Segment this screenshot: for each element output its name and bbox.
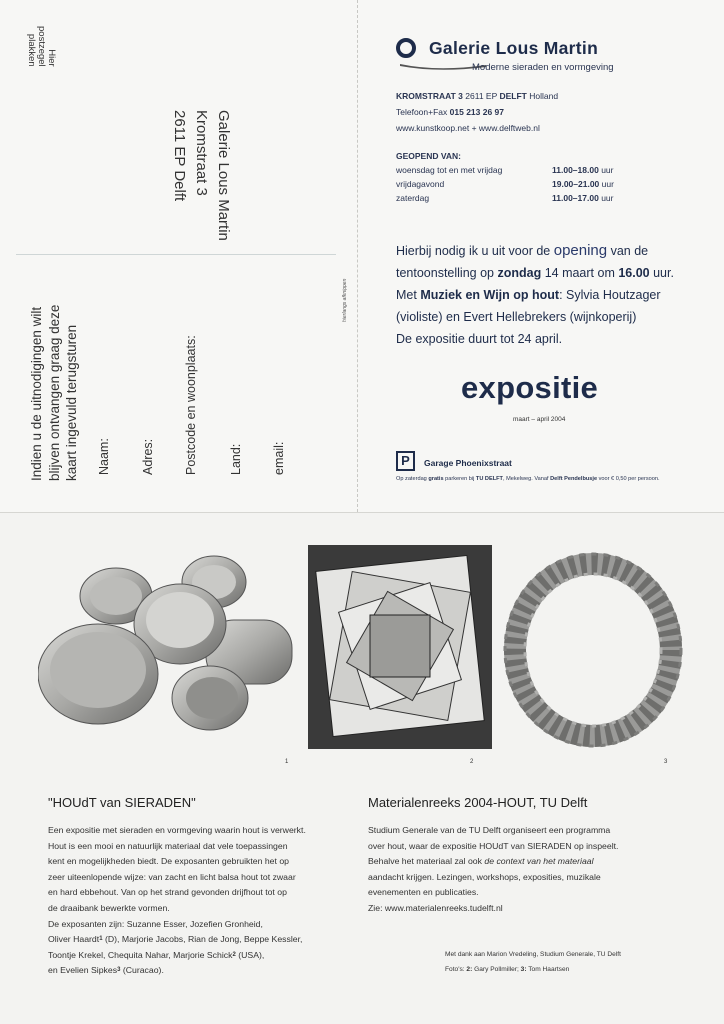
form-field-country[interactable]: Land: — [229, 443, 243, 475]
time: 11.00–18.00 — [552, 165, 599, 175]
text: Tom Haartsen — [526, 966, 570, 973]
article-line: De exposanten zijn: Suzanne Esser, Jozefien Gronheid, — [48, 918, 263, 929]
gallery-tagline: Moderne sieraden en vormgeving — [472, 62, 614, 73]
text: Met — [396, 288, 421, 302]
article-line: Studium Generale van de TU Delft organiseert een programma — [368, 825, 611, 835]
text-bold: gratis — [428, 476, 444, 482]
text: uur. — [649, 266, 674, 280]
text-bold: Delft Pendelbusje — [550, 476, 598, 482]
article-line — [48, 932, 306, 948]
text-italic: de context van het materiaal — [484, 856, 594, 867]
left-article-heading: "HOUdT van SIERADEN" — [48, 795, 196, 810]
text: , Mekelweg. Vanaf — [502, 476, 551, 482]
recipient-city: 2611 EP Delft — [171, 110, 188, 202]
recipient-street: Kromstraat 3 — [193, 110, 210, 196]
hours-row — [396, 179, 636, 189]
form-field-postcode[interactable]: Postcode en woonplaats: — [184, 335, 198, 475]
time: 16.00 — [618, 266, 650, 280]
text: voor € 0,50 per persoon. — [597, 476, 660, 482]
article-link[interactable]: Zie: www.materialenreeks.tudelft.nl — [368, 902, 503, 913]
photo-credits — [445, 962, 621, 977]
cut-label: hierlangs afknippen — [342, 278, 348, 322]
hours-time — [552, 193, 613, 203]
invitation-text — [396, 240, 716, 350]
unit: uur — [601, 165, 614, 175]
text-bold: 3: — [520, 966, 527, 973]
footnote: 2 — [232, 951, 236, 958]
article-line: Hout is een mooi en natuurlijk materiaal dat vele toepassingen — [48, 840, 288, 851]
cut-line-vertical — [357, 0, 358, 512]
gallery-name: Galerie Lous Martin — [429, 38, 599, 58]
hours-day: woensdag tot en met vrijdag — [396, 165, 503, 175]
invite-line — [396, 284, 716, 306]
article-line: over hout, waar de expositie HOUdT van SIERADEN op inspeelt. — [368, 840, 619, 851]
time: 11.00–17.00 — [552, 193, 599, 203]
photo-caption: 1 — [285, 759, 289, 765]
text: Behalve het materiaal zal ook — [368, 856, 485, 867]
text-bold: TU DELFT — [475, 476, 503, 482]
intro-line: blijven ontvangen graag deze — [46, 304, 62, 481]
invite-line — [396, 262, 716, 284]
gallery-websites[interactable]: www.kunstkoop.net + www.delftweb.nl — [396, 123, 540, 133]
day: zondag — [497, 266, 542, 280]
text: en Evelien Sipkes — [48, 965, 118, 976]
form-field-email[interactable]: email: — [272, 441, 286, 475]
article-line: evenementen en publicaties. — [368, 887, 479, 898]
photo-wooden-rings — [38, 548, 300, 738]
photo-nested-squares — [308, 545, 492, 749]
right-article-heading: Materialenreeks 2004-HOUT, TU Delft — [368, 795, 588, 810]
article-line: de draaibank bewerkte vormen. — [48, 902, 170, 913]
invite-line: De expositie duurt tot 24 april. — [396, 332, 563, 346]
hours-day: vrijdagavond — [396, 179, 445, 189]
text: Oliver Haardt — [48, 934, 100, 945]
article-line — [368, 854, 618, 870]
text: (Curacao). — [120, 965, 164, 976]
text: Gary Pollmiller; — [472, 966, 521, 973]
invite-line — [396, 240, 716, 262]
credits — [445, 947, 621, 977]
hours-time — [552, 179, 614, 189]
recipient-name: Galerie Lous Martin — [215, 110, 232, 241]
stamp-line: Hier — [46, 49, 57, 67]
article-line: aandacht krijgen. Lezingen, workshops, exposities, muzikale — [368, 871, 601, 882]
text: : Sylvia Houtzager — [559, 288, 661, 302]
article-line: Een expositie met sieraden en vormgeving waarin hout is verwerkt. — [48, 825, 306, 835]
time: 19.00–21.00 — [552, 179, 600, 189]
hours-row — [396, 165, 636, 175]
hours-time — [552, 165, 613, 175]
postcode: 2611 EP — [465, 91, 498, 101]
exhibition-title: expositie — [461, 370, 599, 405]
exhibition-dates: maart – april 2004 — [513, 416, 566, 423]
hours-row — [396, 193, 636, 203]
right-article-body — [368, 823, 618, 917]
photo-caption: 2 — [470, 759, 474, 765]
parking-icon: P — [396, 451, 415, 471]
stamp-area — [26, 26, 56, 67]
article-line — [48, 963, 306, 979]
music: Muziek en Wijn op hout — [420, 288, 560, 302]
street: KROMSTRAAT 3 — [396, 91, 463, 101]
unit: uur — [601, 193, 614, 203]
text: (D), Marjorie Jacobs, Rian de Jong, Beppe Kessler, — [102, 934, 303, 945]
form-divider-line — [16, 254, 336, 255]
stamp-line: plakken — [26, 33, 37, 67]
text: (USA), — [235, 949, 265, 960]
article-line: kent en mogelijkheden biedt. De exposanten gebruikten het op — [48, 856, 290, 867]
hours-day: zaterdag — [396, 193, 430, 203]
phone-label: Telefoon+Fax — [396, 107, 448, 117]
text: tentoonstelling op — [396, 266, 498, 280]
phone-number: 015 213 26 97 — [449, 107, 505, 117]
recipient-address — [168, 110, 234, 241]
article-line — [48, 948, 306, 964]
intro-line: Indien u de uitnodigingen wilt — [29, 306, 44, 481]
intro-line: kaart ingevuld terugsturen — [64, 324, 79, 481]
parking-note — [396, 476, 660, 482]
country: Holland — [529, 91, 559, 101]
footnote: 3 — [117, 967, 121, 974]
text: Foto's: — [445, 966, 467, 973]
garage-name: Garage Phoenixstraat — [424, 458, 512, 468]
text: Hierbij nodig ik u uit voor de — [396, 244, 554, 258]
text: parkeren bij — [443, 476, 476, 482]
text-bold: 2: — [466, 966, 473, 973]
city: DELFT — [499, 91, 527, 101]
article-line: en hard ebbehout. Van op het strand gevonden drijfhout tot op — [48, 887, 287, 898]
thanks-line: Met dank aan Marion Vredeling, Studium Generale, TU Delft — [445, 951, 621, 958]
text: Toontje Krekel, Chequita Nahar, Marjorie Schick — [48, 949, 233, 960]
form-field-address[interactable]: Adres: — [141, 438, 155, 475]
gallery-phone — [396, 107, 504, 117]
gallery-address — [396, 91, 558, 101]
text: 14 maart om — [541, 266, 619, 280]
left-article-body — [48, 823, 306, 979]
return-form-intro — [28, 305, 81, 481]
article-line: zeer uiteenlopende wijze: van zacht en licht balsa hout tot zwaar — [48, 871, 296, 882]
hours-heading: GEOPEND VAN: — [396, 151, 462, 161]
text: Op zaterdag — [396, 476, 429, 482]
gallery-logo-icon — [396, 38, 416, 58]
form-field-name[interactable]: Naam: — [97, 438, 111, 475]
footnote: 1 — [99, 936, 103, 943]
photo-necklace — [502, 550, 684, 750]
unit: uur — [601, 179, 614, 189]
stamp-line: postzegel — [36, 26, 47, 67]
text: van de — [607, 244, 649, 258]
invite-line: (violiste) en Evert Hellebrekers (wijnkoperij) — [396, 310, 637, 324]
photo-caption: 3 — [664, 759, 668, 765]
opening-word: opening — [553, 242, 608, 259]
